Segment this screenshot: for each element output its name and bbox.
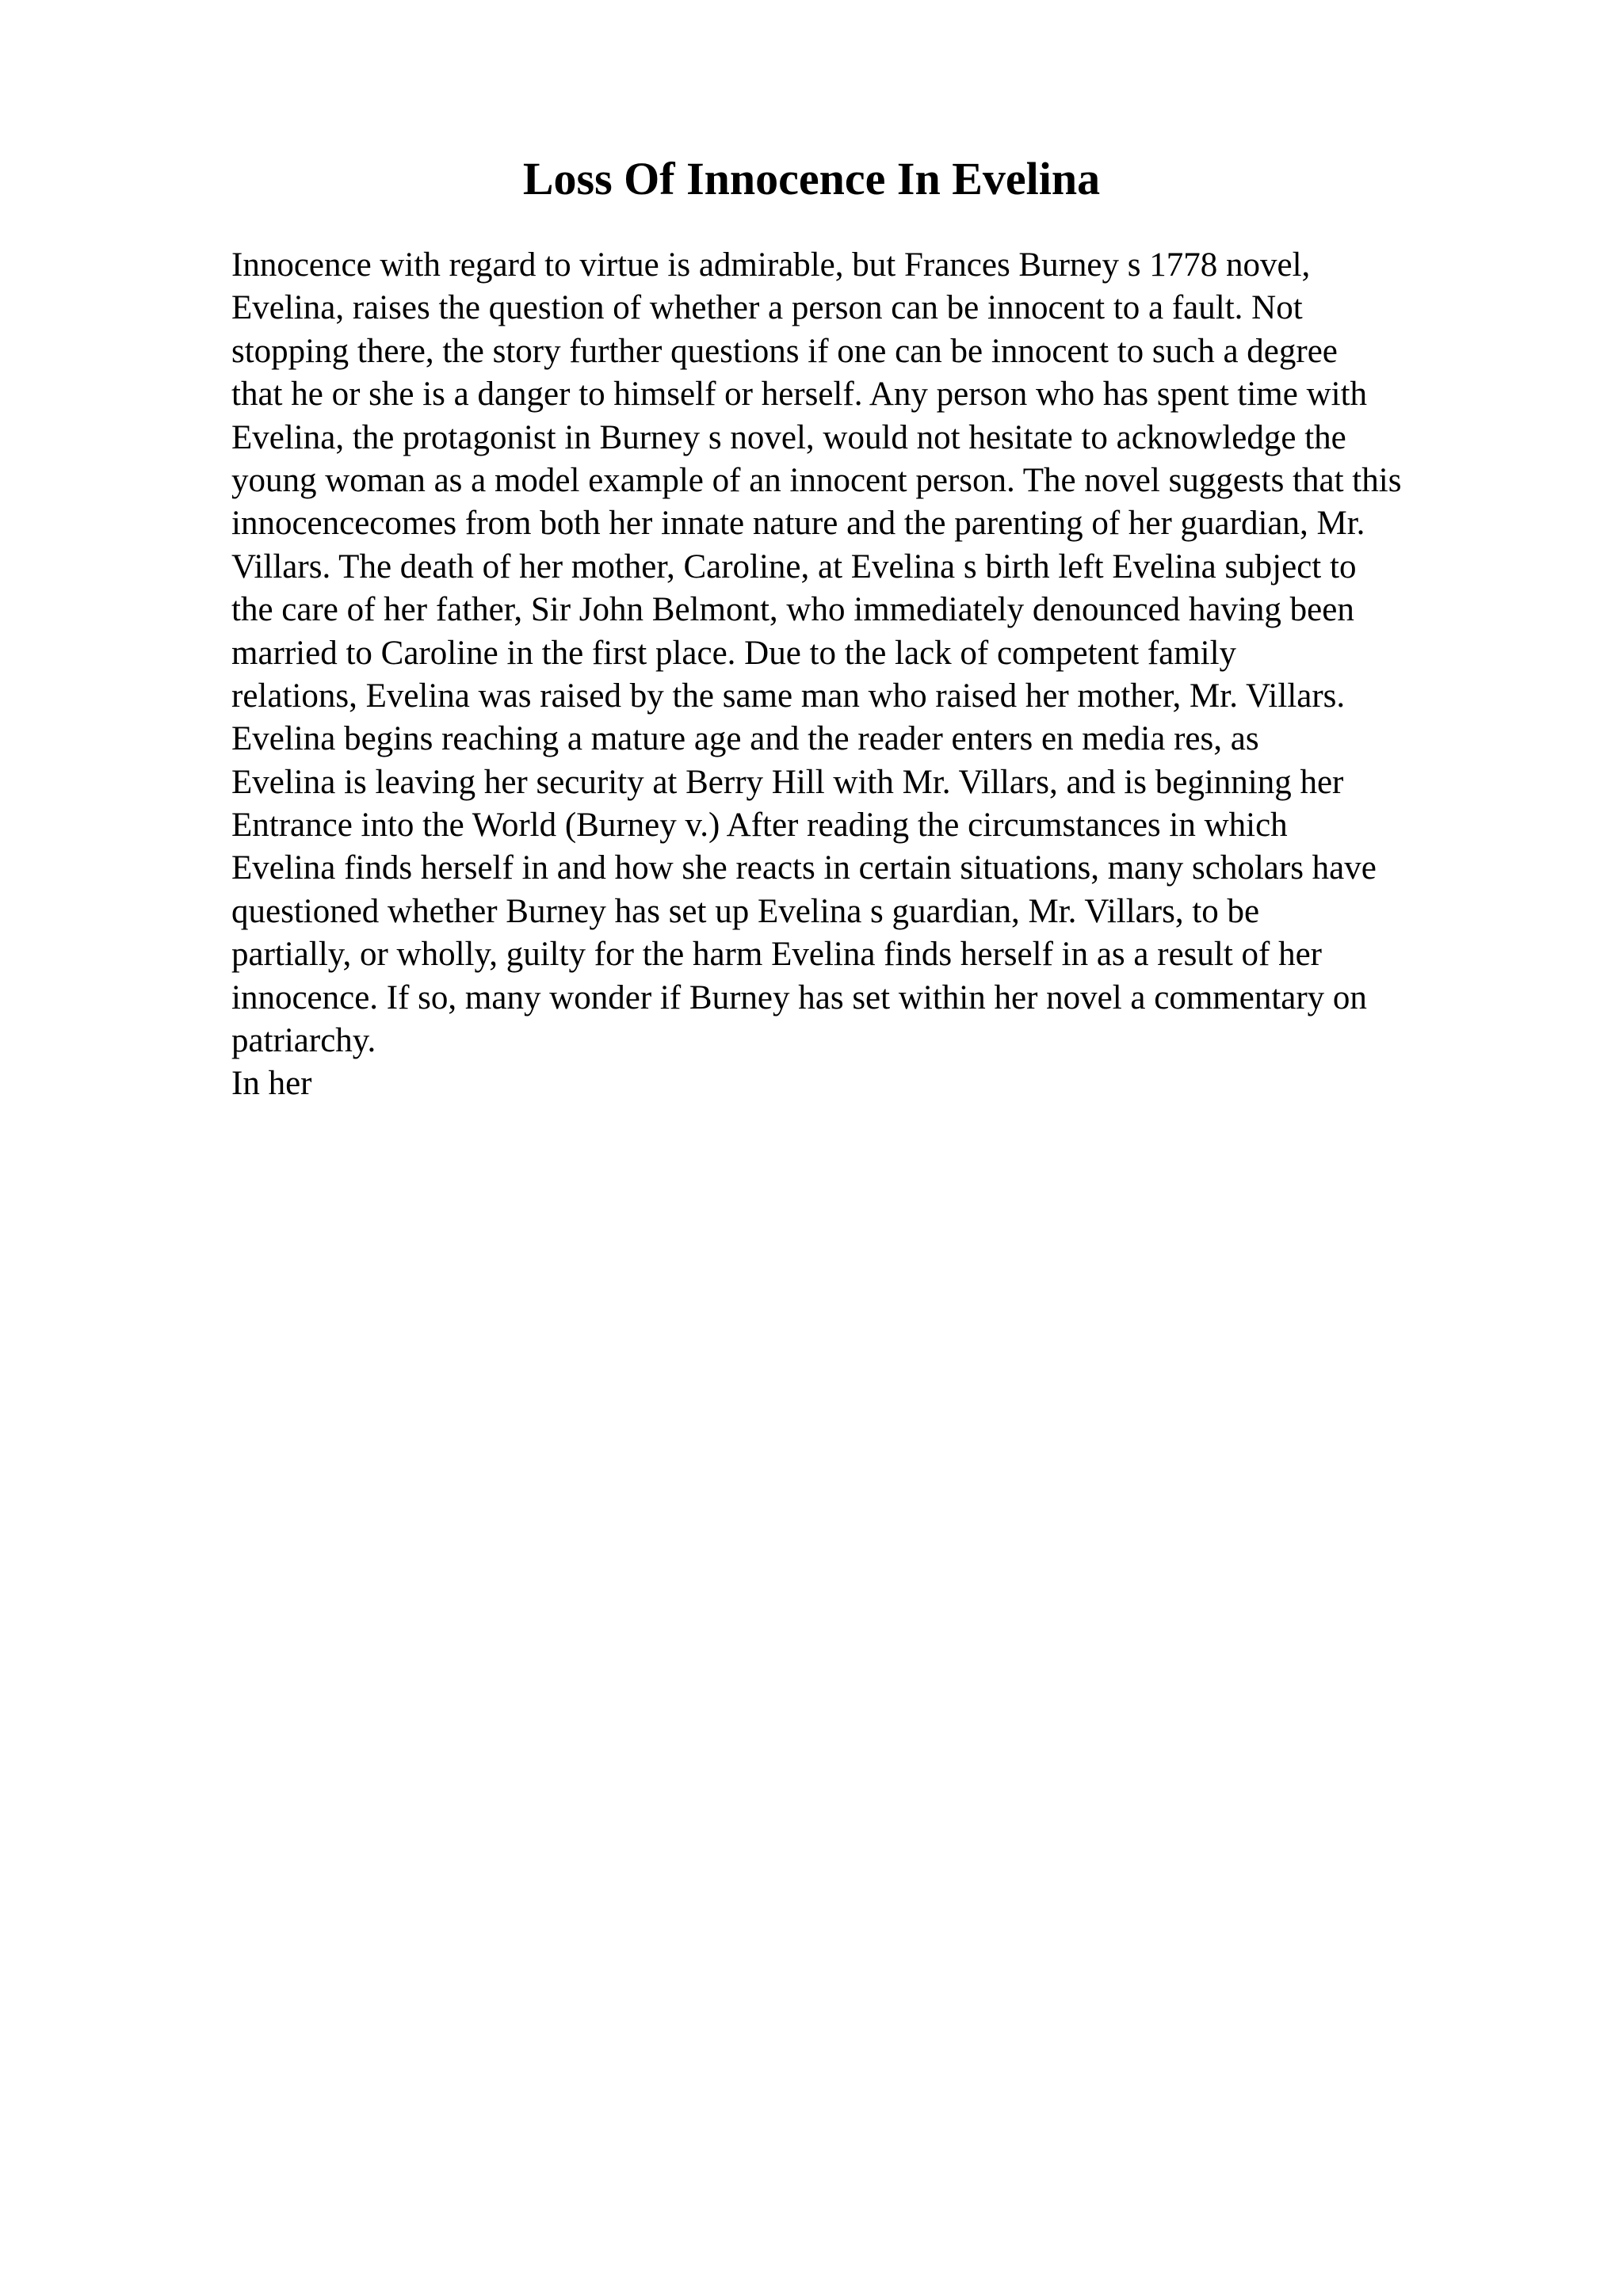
body-line: the care of her father, Sir John Belmont, who immediately denounced having been bbox=[231, 591, 1354, 629]
body-line: stopping there, the story further questions if one can be innocent to such a degree bbox=[231, 332, 1338, 370]
body-line: Evelina, the protagonist in Burney s novel, would not hesitate to acknowledge the bbox=[231, 418, 1346, 456]
body-line: Entrance into the World (Burney v.) After reading the circumstances in which bbox=[231, 807, 1288, 845]
body-line: In her bbox=[231, 1065, 312, 1103]
body-line: patriarchy. bbox=[231, 1022, 376, 1060]
body-line: Evelina, raises the question of whether a person can be innocent to a fault. Not bbox=[231, 289, 1303, 327]
document-body bbox=[231, 244, 1579, 1106]
body-line: Innocence with regard to virtue is admirable, but Frances Burney s 1778 novel, bbox=[231, 246, 1311, 284]
body-line: Evelina is leaving her security at Berry Hill with Mr. Villars, and is beginning her bbox=[231, 763, 1344, 801]
body-line: young woman as a model example of an innocent person. The novel suggests that this bbox=[231, 461, 1402, 499]
body-line: questioned whether Burney has set up Evelina s guardian, Mr. Villars, to be bbox=[231, 892, 1260, 930]
body-line: innocence. If so, many wonder if Burney has set within her novel a commentary on bbox=[231, 978, 1367, 1016]
body-line: that he or she is a danger to himself or herself. Any person who has spent time with bbox=[231, 376, 1368, 414]
body-line: relations, Evelina was raised by the same man who raised her mother, Mr. Villars. bbox=[231, 677, 1346, 715]
body-line: innocencecomes from both her innate nature and the parenting of her guardian, Mr. bbox=[231, 505, 1365, 543]
body-line: partially, or wholly, guilty for the harm Evelina finds herself in as a result of her bbox=[231, 936, 1322, 974]
body-line: Evelina begins reaching a mature age and the reader enters en media res, as bbox=[231, 720, 1259, 758]
body-line: Evelina finds herself in and how she reacts in certain situations, many scholars have bbox=[231, 849, 1377, 887]
body-line: married to Caroline in the first place. Due to the lack of competent family bbox=[231, 634, 1237, 672]
body-line: Villars. The death of her mother, Caroline, at Evelina s birth left Evelina subject to bbox=[231, 547, 1357, 585]
document-title: Loss Of Innocence In Evelina bbox=[522, 153, 1101, 204]
